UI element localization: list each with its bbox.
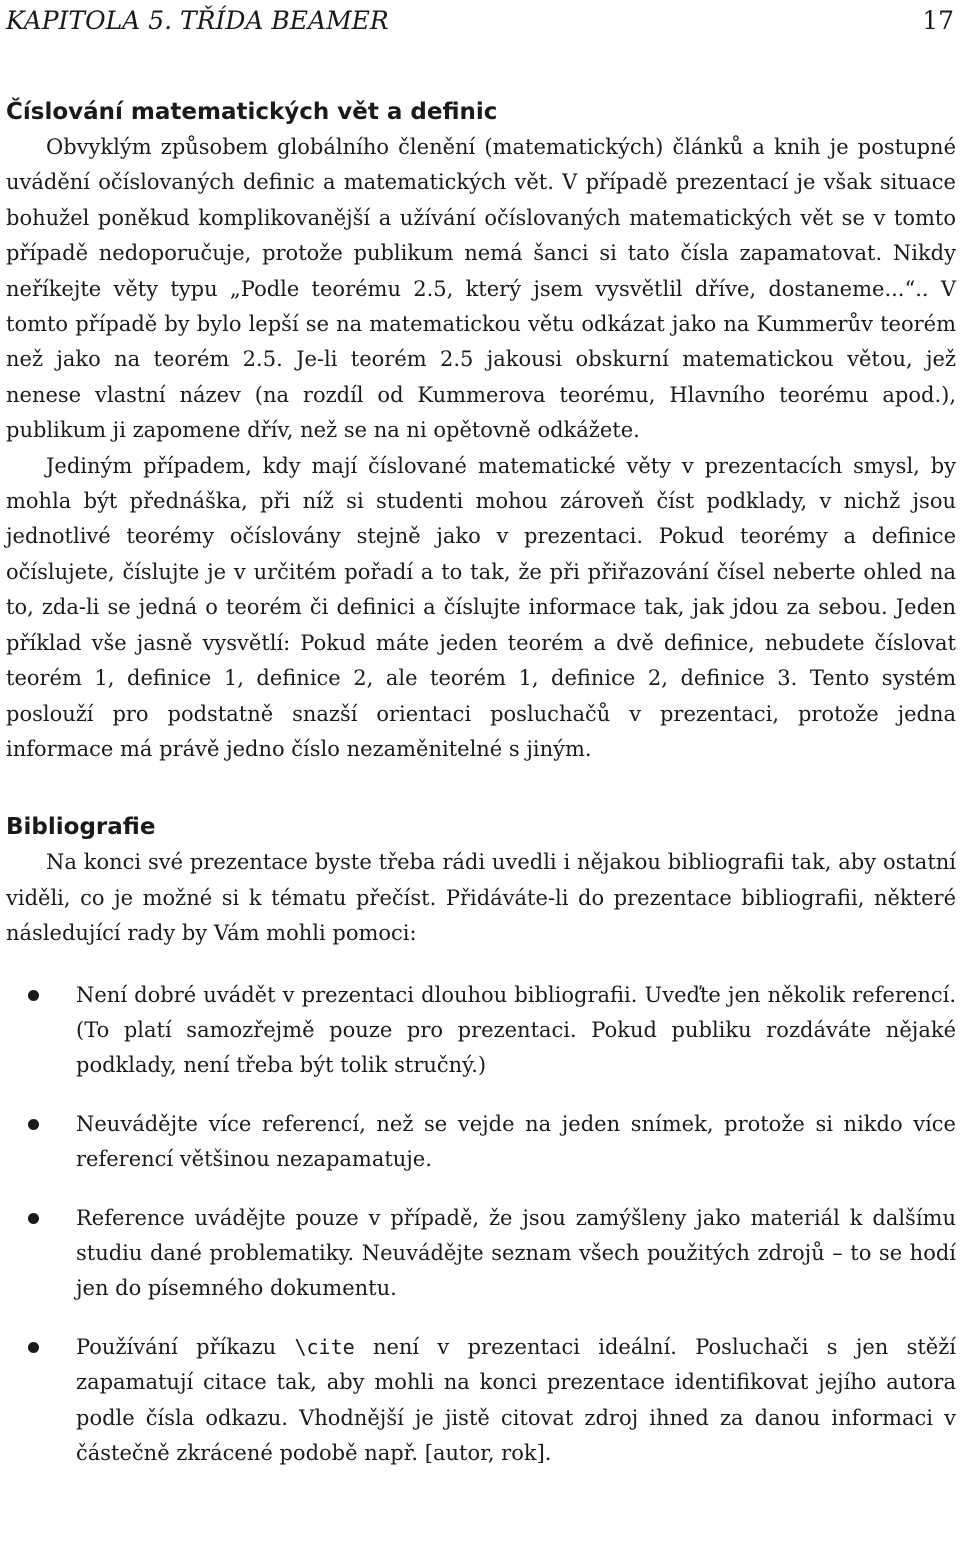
chapter-title: KAPITOLA 5. TŘÍDA BEAMER xyxy=(6,6,389,35)
list-item xyxy=(6,978,956,1084)
paragraph-numbering-2: Jediným případem, kdy mají číslované matematické věty v prezentacích smysl, by mohla být přednáška, při níž si studenti mohou zároveň číst podklady, v nichž jsou jednotlivé teorémy očíslovány stejně jako v prezentaci. Pokud teorémy a definice očíslujete, číslujte je v určitém pořadí a to tak, že při přiřazování čísel neberte ohled na to, zda-li se jedná o teorém či definici a číslujte informace tak, jak jdou za sebou. Jeden příklad vše jasně vysvětlí: Pokud máte jeden teorém a dvě definice, nebudete číslovat teorém 1, definice 1, definice 2, ale teorém 1, definice 2, definice 3. Tento systém poslouží pro podstatně snazší orientaci posluchačů v prezentaci, protože jedna informace má právě jedno číslo nezaměnitelné s jiným. xyxy=(6,453,956,761)
section-heading-bibliography: Bibliografie xyxy=(6,814,156,841)
bullet-icon xyxy=(28,1119,39,1130)
list-item xyxy=(6,1201,956,1307)
document-page xyxy=(6,0,956,1494)
bullet-icon xyxy=(28,1213,39,1224)
list-item-text: Není dobré uvádět v prezentaci dlouhou bibliografii. Uveďte jen několik referencí. (To platí samozřejmě pouze pro prezentaci. Pokud publiku rozdáváte nějaké podklady, není třeba být tolik stručný.) xyxy=(76,982,956,1078)
bullet-icon xyxy=(28,990,39,1001)
section-heading-numbering: Číslování matematických vět a definic xyxy=(6,99,498,125)
list-item xyxy=(6,1330,956,1472)
list-item-text-after: není v prezentaci ideální. Posluchači s jen stěží zapamatují citace tak, aby mohli na konci prezentace identifikovat jejího autora podle čísla odkazu. Vhodnější je jistě citovat zdroj ihned za danou informaci v částečně zkrácené podobě např. [autor, rok]. xyxy=(76,1334,956,1465)
cite-command: \cite xyxy=(294,1334,355,1359)
page-number: 17 xyxy=(922,6,954,35)
running-header xyxy=(6,0,956,44)
list-item-text: Neuvádějte více referencí, než se vejde na jeden snímek, protože si nikdo více referencí většinou nezapamatuje. xyxy=(76,1111,956,1172)
bullet-icon xyxy=(28,1342,39,1353)
list-item-text: Reference uvádějte pouze v případě, že jsou zamýšleny jako materiál k dalšímu studiu dané problematiky. Neuvádějte seznam všech použitých zdrojů – to se hodí jen do písemného dokumentu. xyxy=(76,1205,956,1301)
list-item xyxy=(6,1107,956,1178)
list-item-text-before: Používání příkazu xyxy=(76,1334,295,1359)
bibliography-advice-list xyxy=(6,978,956,1472)
paragraph-numbering-1: Obvyklým způsobem globálního členění (matematických) článků a knih je postupné uvádění očíslovaných definic a matematických vět. V případě prezentací je však situace bohužel poněkud komplikovanější a užívání očíslovaných matematických vět se v tomto případě nedoporučuje, protože publikum nemá šanci si tato čísla zapamatovat. Nikdy neříkejte věty typu „Podle teorému 2.5, který jsem vysvětlil dříve, dostaneme...“.. V tomto případě by bylo lepší se na matematickou větu odkázat jako na Kummerův teorém než jako na teorém 2.5. Je-li teorém 2.5 jakousi obskurní matematickou větou, jež nenese vlastní název (na rozdíl od Kummerova teorému, Hlavního teorému apod.), publikum ji zapomene dřív, než se na ni opětovně odkážete. xyxy=(6,135,956,443)
paragraph-bibliography-intro: Na konci své prezentace byste třeba rádi uvedli i nějakou bibliografii tak, aby ostatní viděli, co je možné si k tématu přečíst. Přidáváte-li do prezentace bibliografii, některé následující rady by Vám mohli pomoci: xyxy=(6,850,956,946)
